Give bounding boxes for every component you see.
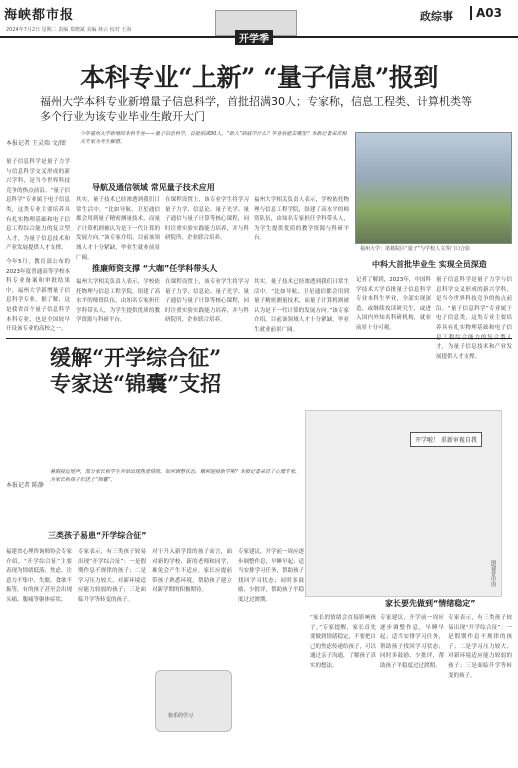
story2-headline: [50, 345, 221, 397]
story2-sign: 开学啦！ 重新审视自我: [410, 432, 482, 447]
story1-col1b: 今年5月，教育部公布的2023年度普通高等学校本科专业备案和审批结果中，福州大学新增量子信息科学专业。据了解，这是我省首个量子信息科学本科专业，也是全国较早开设该专业的高校之一。: [6, 259, 70, 333]
story2-byline: 本报记者 陈静: [6, 482, 44, 489]
story2-col1: 福建省心理咨询师协会专家介绍，“开学综合征”主要表现为情绪低落、焦虑、注意力不集中、失眠、食欲不振等，有的孩子甚至会出现头痛、腹痛等躯体症状。: [6, 549, 73, 603]
story1-subhead: 福州大学本科专业新增量子信息科学，首批招满30人；专家称，信息工程类、计算机类等多个行业为该专业毕业生敞开大门: [40, 95, 472, 123]
story1-col2c: 福州大学相关负责人表示，学校依托物理与信息工程学院，组建了高水平的师资队伍，由知名专家担任学科带头人，为学生提供优质的教学资源与科研平台。: [254, 197, 349, 242]
story2-col7: 专家表示，有三类孩子较易出现“开学综合征”：一是假期作息不规律的孩子；二是学习压力较大、对新环境适应能力较弱的孩子；三是面临升学等转变的孩子。: [448, 615, 512, 679]
story1-photo-caption: 福州大学：诸葛院区“量子”与学校人文等门口合影: [360, 246, 471, 252]
story1-photo: [355, 132, 512, 244]
story1-col3c: 其实，量子技术已经渗透到我们日常生活中。“比如导航、卫星通信都会用到量子精密测量技术，而量子计算机则被认为是下一代计算的发展方向。”该专家介绍，目前该领域人才十分紧缺，毕业生就业前景广阔。: [254, 279, 349, 333]
story2-subhead-a: 三类孩子易患“开学综合征”: [48, 531, 147, 540]
story2-col4: 专家建议，开学前一周应逐步调整作息，早睡早起；适当安排学习任务，帮助孩子找回学习状态；同时多鼓励、少批评，帮助孩子平稳度过过渡期。: [238, 549, 305, 603]
story2-book-label: 快乐的学习: [168, 713, 194, 719]
story2-headline-line1: 缓解“开学综合征”: [50, 345, 222, 370]
story1-intro: 今年福州大学新增的本科专业——量子信息科学，首批招满30人。“新人”到底学什么？毕业后能去哪里？本报记者采访相关专家为考生解惑。: [80, 131, 347, 145]
story1-col2b: 在课程设置上，该专业学生将学习量子力学、信息论、量子光学、量子通信与量子计算等核心课程，同时注重实验实践能力培养，并与科研院所、企业联合培养。: [165, 197, 249, 242]
date-line: 2024年7月2日 星期二 责编 郑晓斌 美编 林云 校对 王海: [6, 27, 132, 33]
story2-intro: 暑假接近尾声，部分家长和学生开始出现焦虑情绪。如何调整状态，顺利迎接新学期？本报记者采访了心理专家，为家长和孩子们送上“锦囊”。: [50, 469, 301, 483]
story2-subhead-b: 家长要先做到“情绪稳定”: [385, 599, 476, 608]
story2-col2: 专家表示，有三类孩子较易出现“开学综合征”：一是假期作息不规律的孩子；二是学习压力较大、对新环境适应能力较弱的孩子；三是面临升学等转变的孩子。: [78, 549, 146, 603]
story2-book-illustration: [155, 670, 232, 732]
story2-col5: “家长的情绪会直接影响孩子。”专家提醒，家长首先要做到情绪稳定，不要把自己的焦虑传递给孩子，可以通过亲子沟通，了解孩子真实的想法。: [310, 615, 377, 669]
story1-subhead-c: 中科大首批毕业生 实现全员深造: [372, 260, 487, 269]
story1-subhead-b: 推廉师资支撑 “大咖”任学科带头人: [92, 264, 218, 273]
story2-col3: 对于升入新学段的孩子而言，面对新的学校、新的老师和同学，难免会产生不适应。家长应提前带孩子熟悉环境，帮助孩子建立对新学期的积极期待。: [152, 549, 232, 594]
story2-illus-caption: 图/视觉中国: [490, 560, 496, 587]
story1-col2a: 其实，量子技术已经渗透到我们日常生活中。“比如导航、卫星通信都会用到量子精密测量技术，而量子计算机则被认为是下一代计算的发展方向。”该专家介绍，目前该领域人才十分紧缺，毕业生就业前景广阔。: [76, 197, 160, 261]
story1-subhead-a: 导航及通信领域 常见量子技术应用: [92, 183, 215, 192]
story-divider: [6, 338, 512, 339]
story1-col1: 量子信息科学是量子力学与信息科学交叉形成的新兴学科，是当今世界科技竞争的热点前沿。“量子信息科学”专业属于电子信息类，这类专业主要培养具有扎实物理基础和电子信息工程综合能力的复合型人才，为量子信息技术和产业发展提供人才支撑。: [6, 159, 70, 252]
story1-headline: 本科专业“上新” “量子信息”报到: [80, 63, 438, 92]
banner-label: 开学季: [235, 30, 273, 45]
paper-logo: 海峡都市报: [4, 8, 75, 23]
story2-headline-line2: 专家送“锦囊”支招: [50, 371, 222, 396]
story1-col4a: 记者了解到，2023年，中国科学技术大学首批量子信息科学专业本科生毕业，全部实现深造，或继续攻读研究生，或进入国内外知名科研机构，就业前景十分可观。: [356, 277, 431, 331]
story1-col3b: 在课程设置上，该专业学生将学习量子力学、信息论、量子光学、量子通信与量子计算等核心课程，同时注重实验实践能力培养，并与科研院所、企业联合培养。: [165, 279, 249, 324]
story2-col6: 专家建议，开学前一周应逐步调整作息，早睡早起；适当安排学习任务，帮助孩子找回学习状态；同时多鼓励、少批评，帮助孩子平稳度过过渡期。: [380, 615, 444, 669]
section-name: 政综事: [420, 10, 453, 23]
story1-col3a: 福州大学相关负责人表示，学校依托物理与信息工程学院，组建了高水平的师资队伍，由知名专家担任学科带头人，为学生提供优质的教学资源与科研平台。: [76, 279, 160, 324]
story1-byline: 本报记者 王灵瑞 文/图: [6, 140, 66, 147]
story1-col4b: 量子信息科学是量子力学与信息科学交叉形成的新兴学科，是当今世界科技竞争的热点前沿。“量子信息科学”专业属于电子信息类，这类专业主要培养具有扎实物理基础和电子信 才，为量子信息技术和产业发展提供人才支撑。: [436, 277, 512, 360]
page-number: A03: [470, 6, 502, 20]
